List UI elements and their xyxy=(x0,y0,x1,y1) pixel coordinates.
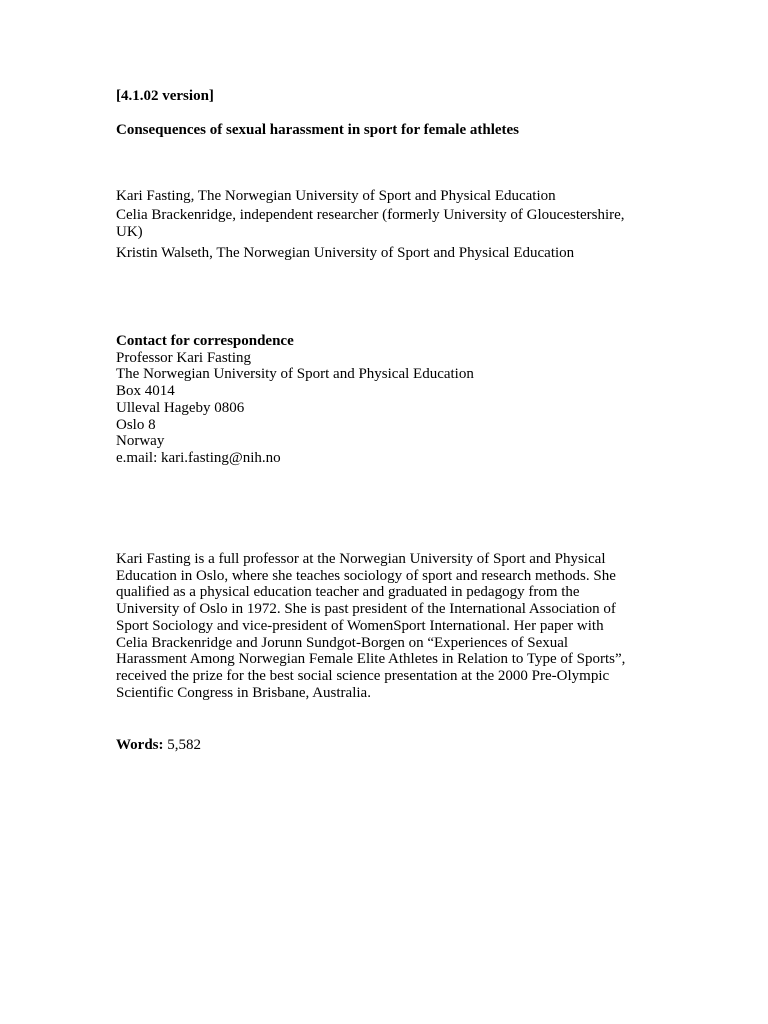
bio-line: Sport Sociology and vice-president of WomenSport International. Her paper with xyxy=(116,617,604,634)
bio-line: Scientific Congress in Brisbane, Australia. xyxy=(116,684,371,701)
bio-line: University of Oslo in 1972. She is past president of the International Association of xyxy=(116,601,616,618)
contact-heading: Contact for correspondence xyxy=(116,333,294,349)
word-count-value: 5,582 xyxy=(167,737,202,753)
bio-line: received the prize for the best social science presentation at the 2000 Pre-Olympic xyxy=(116,667,610,684)
author-line: Celia Brackenridge, independent researcher (formerly University of Gloucestershire, xyxy=(116,207,625,223)
contact-block xyxy=(116,333,474,467)
bio-line: Celia Brackenridge and Jorunn Sundgot-Borgen on “Experiences of Sexual xyxy=(116,634,569,651)
contact-line: Norway xyxy=(116,433,165,450)
bio-line: Kari Fasting is a full professor at the Norwegian University of Sport and Physical xyxy=(116,551,606,567)
author-list xyxy=(116,187,625,263)
contact-line: Professor Kari Fasting xyxy=(116,349,251,366)
author-line: Kari Fasting, The Norwegian University of Sport and Physical Education xyxy=(116,188,556,204)
word-count-label: Words: xyxy=(116,737,164,753)
contact-line: The Norwegian University of Sport and Physical Education xyxy=(116,366,474,383)
author-line: Kristin Walseth, The Norwegian University of Sport and Physical Education xyxy=(116,245,575,261)
word-count xyxy=(116,737,201,754)
contact-line: Ulleval Hageby 0806 xyxy=(116,399,245,416)
contact-line: Box 4014 xyxy=(116,383,175,400)
author-bio xyxy=(116,551,625,701)
document-title: Consequences of sexual harassment in sport for female athletes xyxy=(116,122,520,138)
author-line: UK) xyxy=(116,224,143,240)
bio-line: qualified as a physical education teacher and graduated in pedagogy from the xyxy=(116,584,580,601)
bio-line: Education in Oslo, where she teaches sociology of sport and research methods. She xyxy=(116,567,616,584)
contact-line: Oslo 8 xyxy=(116,416,156,433)
bio-line: Harassment Among Norwegian Female Elite Athletes in Relation to Type of Sports”, xyxy=(116,651,626,668)
contact-email: e.mail: kari.fasting@nih.no xyxy=(116,449,281,466)
version-tag: [4.1.02 version] xyxy=(116,88,214,104)
